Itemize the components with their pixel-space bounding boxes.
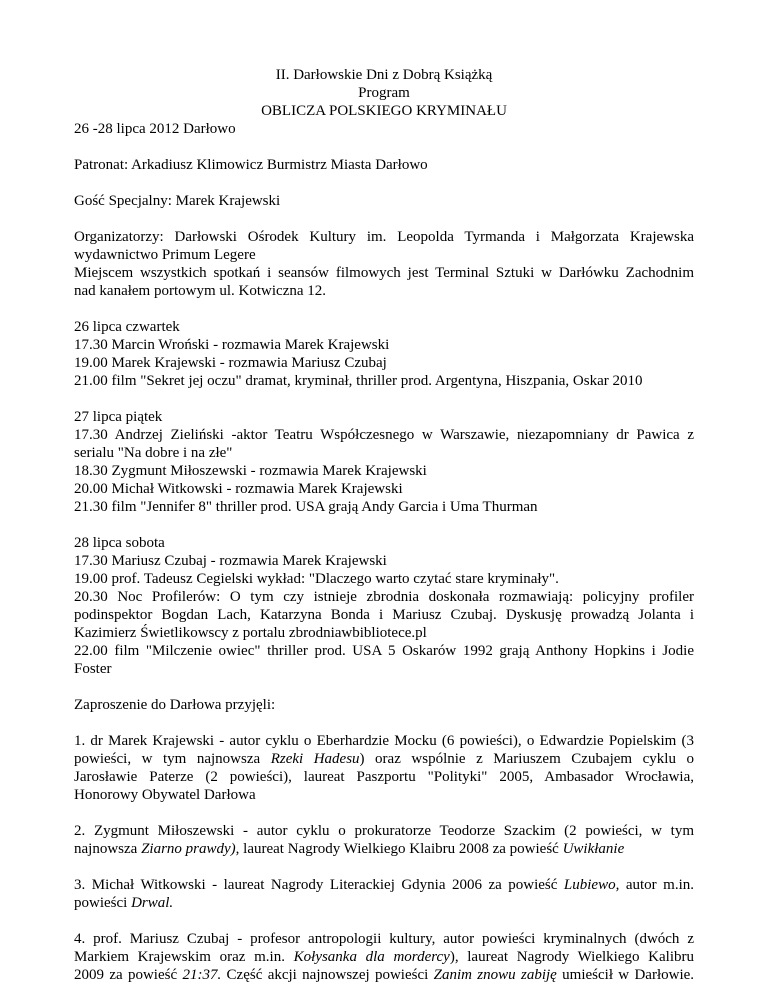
guest-bio-1	[74, 732, 694, 804]
schedule-item: 17.30 Marcin Wroński - rozmawia Marek Krajewski	[74, 337, 390, 353]
schedule-item: 18.30 Zygmunt Miłoszewski - rozmawia Marek Krajewski	[74, 463, 427, 479]
schedule-item: 21.30 film "Jennifer 8" thriller prod. USA grają Andy Garcia i Uma Thurman	[74, 499, 538, 515]
document-page	[74, 66, 694, 984]
organizers-paragraph	[74, 228, 694, 300]
festival-title: II. Darłowskie Dni z Dobrą Książką	[275, 67, 493, 83]
day2-schedule	[74, 408, 694, 516]
book-title: Rzeki Hadesu	[270, 751, 360, 767]
bio-line: 2. Zygmunt Miłoszewski - autor cyklu o prokuratorze Teodorze Szackim (2 powieści, w tym	[74, 823, 694, 839]
schedule-item: 21.00 film "Sekret jej oczu" dramat, kryminał, thriller prod. Argentyna, Hiszpania, Oskar 2010	[74, 373, 643, 389]
day2-title: 27 lipca piątek	[74, 409, 163, 425]
book-title: Zanim znowu zabiję	[433, 967, 557, 983]
schedule-item: podinspektor Bogdan Lach, Katarzyna Bonda i Mariusz Czubaj. Dyskusję prowadzą Jolanta i	[74, 607, 694, 623]
organizers-line: Organizatorzy: Darłowski Ośrodek Kultury im. Leopolda Tyrmanda i Małgorzata Krajewska	[74, 229, 694, 245]
bio-line: powieści Drwal.	[74, 895, 174, 911]
special-guest: Gość Specjalny: Marek Krajewski	[74, 193, 281, 209]
day1-schedule	[74, 318, 694, 390]
book-title: 21:37.	[182, 967, 222, 983]
program-theme: OBLICZA POLSKIEGO KRYMINAŁU	[261, 103, 507, 119]
schedule-item: 19.00 prof. Tadeusz Cegielski wykład: "Dlaczego warto czytać stare kryminały".	[74, 571, 559, 587]
bio-line: 2009 za powieść 21:37. Część akcji najnowszej powieści Zanim znowu zabiję umieścił w Darłowie.	[74, 967, 695, 983]
organizers-line: wydawnictwo Primum Legere	[74, 247, 256, 263]
document-header	[74, 66, 694, 120]
book-title: Kołysanka dla mordercy	[293, 949, 450, 965]
bio-line: 3. Michał Witkowski - laureat Nagrody Literackiej Gdynia 2006 za powieść Lubiewo, autor m.in.	[74, 877, 694, 893]
schedule-item: 17.30 Andrzej Zieliński -aktor Teatru Współczesnego w Warszawie, niezapomniany dr Pawica z	[74, 427, 694, 443]
venue-line: nad kanałem portowym ul. Kotwiczna 12.	[74, 283, 327, 299]
schedule-item: 19.00 Marek Krajewski - rozmawia Mariusz Czubaj	[74, 355, 387, 371]
schedule-item: 20.00 Michał Witkowski - rozmawia Marek Krajewski	[74, 481, 403, 497]
day3-title: 28 lipca sobota	[74, 535, 165, 551]
bio-line: Jarosławie Paterze (2 powieści), laureat Paszportu "Polityki" 2005, Ambasador Wrocławia,	[74, 769, 694, 785]
bio-line: 1. dr Marek Krajewski - autor cyklu o Eberhardzie Mocku (6 powieści), o Edwardzie Popielskim (3	[74, 733, 694, 749]
guest-bio-3	[74, 876, 694, 912]
bio-line: powieści, w tym najnowsza Rzeki Hadesu) oraz wspólnie z Mariuszem Czubajem cyklu o	[74, 751, 694, 767]
bio-line: 4. prof. Mariusz Czubaj - profesor antropologii kultury, autor powieści kryminalnych (dwóch z	[74, 931, 694, 947]
invitation-heading: Zaproszenie do Darłowa przyjęli:	[74, 697, 276, 713]
book-title: Lubiewo,	[563, 877, 620, 893]
schedule-item: Kazimierz Świetlikowscy z portalu zbrodniawbibliotece.pl	[74, 625, 427, 641]
schedule-item: serialu "Na dobre i na złe"	[74, 445, 233, 461]
festival-dates: 26 -28 lipca 2012 Darłowo	[74, 121, 236, 137]
schedule-item: 22.00 film "Milczenie owiec" thriller prod. USA 5 Oskarów 1992 grają Anthony Hopkins i Jodie	[74, 643, 694, 659]
schedule-item: 17.30 Mariusz Czubaj - rozmawia Marek Krajewski	[74, 553, 387, 569]
patronage: Patronat: Arkadiusz Klimowicz Burmistrz Miasta Darłowo	[74, 157, 428, 173]
bio-line: Markiem Krajewskim oraz m.in. Kołysanka dla mordercy), laureat Nagrody Wielkiego Kalibru	[74, 949, 694, 965]
program-label: Program	[358, 85, 410, 101]
book-title: Drwal.	[131, 895, 174, 911]
bio-line: najnowsza Ziarno prawdy), laureat Nagrody Wielkiego Klaibru 2008 za powieść Uwikłanie	[74, 841, 625, 857]
guest-bio-2	[74, 822, 694, 858]
schedule-item: Foster	[74, 661, 112, 677]
venue-line: Miejscem wszystkich spotkań i seansów filmowych jest Terminal Sztuki w Darłówku Zachodnim	[74, 265, 694, 281]
guest-bio-4	[74, 930, 694, 984]
schedule-item: 20.30 Noc Profilerów: O tym czy istnieje zbrodnia doskonała rozmawiają: policyjny profiler	[74, 589, 694, 605]
book-title: Uwikłanie	[562, 841, 625, 857]
book-title: Ziarno prawdy)	[141, 841, 236, 857]
day3-schedule	[74, 534, 694, 678]
day1-title: 26 lipca czwartek	[74, 319, 180, 335]
bio-line: Honorowy Obywatel Darłowa	[74, 787, 256, 803]
